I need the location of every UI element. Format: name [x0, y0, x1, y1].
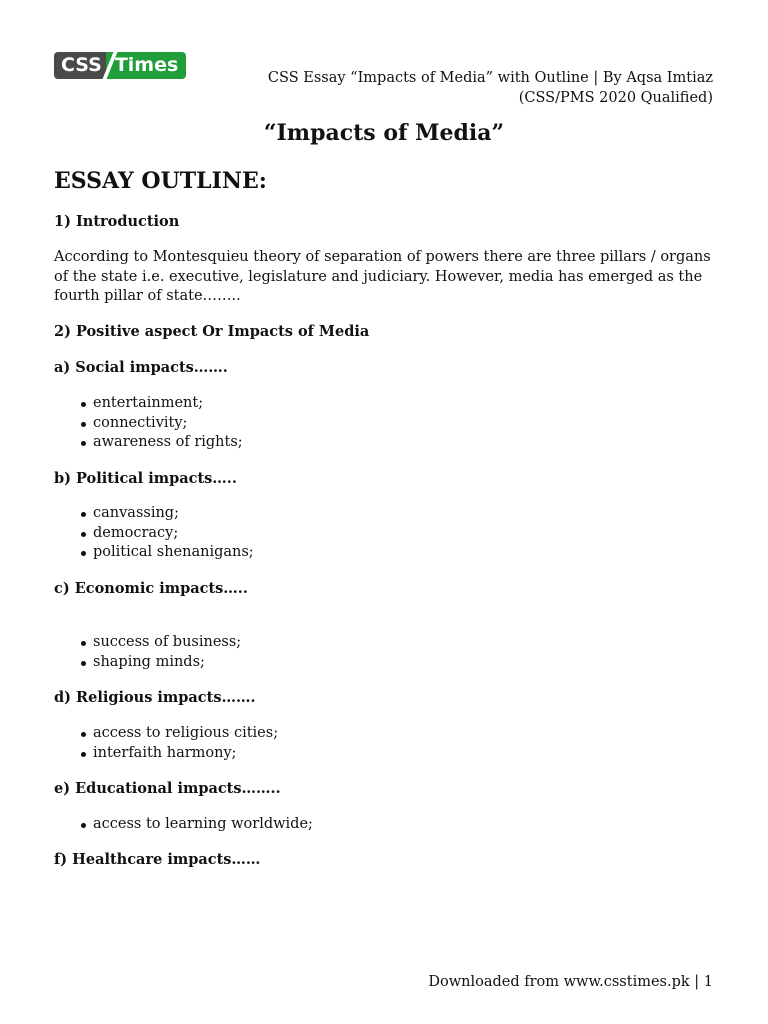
logo-times-text: Times	[106, 52, 186, 79]
social-heading: a) Social impacts…….	[54, 359, 228, 376]
list-item: shaping minds;	[54, 653, 241, 673]
essay-title: “Impacts of Media”	[263, 120, 505, 146]
positive-heading: 2) Positive aspect Or Impacts of Media	[54, 323, 370, 340]
csstimes-logo	[54, 52, 186, 79]
religious-heading: d) Religious impacts…….	[54, 689, 256, 706]
intro-heading: 1) Introduction	[54, 213, 180, 230]
political-heading: b) Political impacts…..	[54, 470, 237, 487]
list-item: awareness of rights;	[54, 433, 243, 453]
list-item: entertainment;	[54, 394, 243, 414]
list-item: access to religious cities;	[54, 724, 278, 744]
educational-list	[54, 815, 313, 835]
list-item: political shenanigans;	[54, 543, 254, 563]
list-item: canvassing;	[54, 504, 254, 524]
religious-list	[54, 724, 278, 763]
economic-heading: c) Economic impacts…..	[54, 580, 248, 597]
healthcare-heading: f) Healthcare impacts……	[54, 851, 261, 868]
list-item: success of business;	[54, 633, 241, 653]
economic-list	[54, 633, 241, 672]
political-list	[54, 504, 254, 563]
list-item: democracy;	[54, 524, 254, 544]
list-item: connectivity;	[54, 414, 243, 434]
intro-paragraph: According to Montesquieu theory of separation of powers there are three pillars / organs of the state i.e. executive, legislature and judiciary. However, media has emerged as the fourth pillar of state……..	[54, 249, 711, 305]
header-line-1: CSS Essay “Impacts of Media” with Outline | By Aqsa Imtiaz	[267, 70, 713, 86]
header-line-2: (CSS/PMS 2020 Qualified)	[518, 90, 713, 106]
social-list	[54, 394, 243, 453]
list-item: interfaith harmony;	[54, 744, 278, 764]
list-item: access to learning worldwide;	[54, 815, 313, 835]
logo-css-text: CSS	[54, 52, 106, 79]
educational-heading: e) Educational impacts……..	[54, 780, 281, 797]
footer-download-note: Downloaded from www.csstimes.pk | 1	[428, 974, 713, 990]
outline-heading: ESSAY OUTLINE:	[54, 168, 267, 194]
